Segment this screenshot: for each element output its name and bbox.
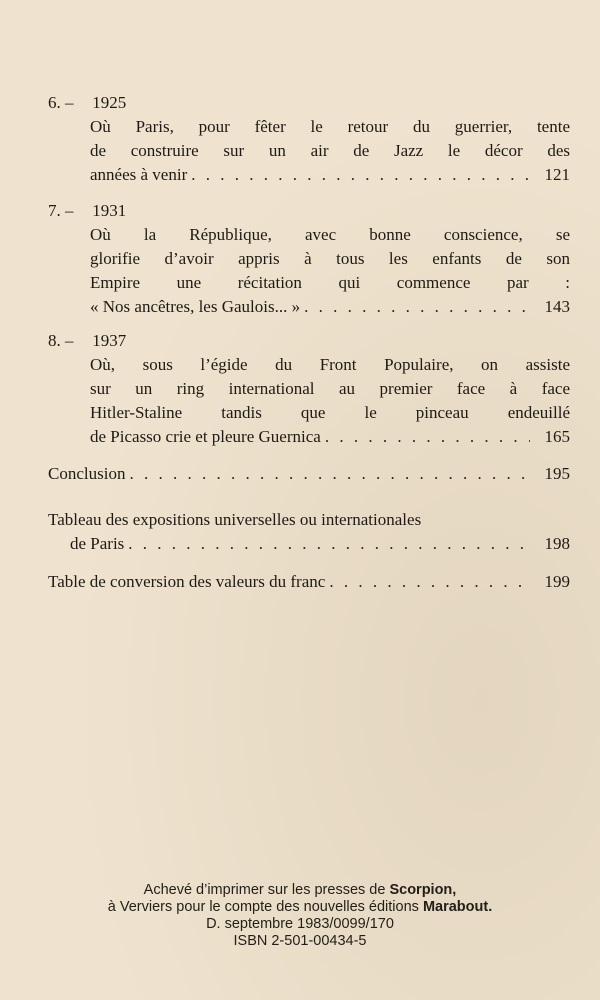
dot-leader [191, 163, 530, 187]
chapter-description-line: sur un ring international au premier face à face [90, 379, 570, 398]
toc-entry-chapter-6 [48, 90, 570, 187]
dot-leader [128, 532, 530, 556]
page-number: 143 [544, 297, 570, 316]
printer-name: Scorpion, [389, 882, 457, 898]
chapter-last-line [90, 425, 570, 449]
page-number: 199 [544, 572, 570, 591]
chapter-description-line: de Picasso crie et pleure Guernica [90, 427, 321, 446]
chapter-heading [48, 328, 570, 353]
chapter-year: 1931 [92, 201, 127, 220]
chapter-last-line [90, 163, 570, 187]
chapter-year: 1937 [92, 331, 127, 350]
dot-leader [329, 570, 530, 594]
chapter-description-line: années à venir [90, 165, 188, 184]
colophon-text: Achevé d’imprimer sur les presses de [143, 882, 390, 898]
dot-leader [325, 425, 530, 449]
page-number: 121 [544, 165, 570, 184]
toc-entry-conversion-table [48, 570, 570, 594]
chapter-year: 1925 [92, 93, 127, 112]
chapter-number: 7. – [48, 201, 74, 220]
entry-title: Conclusion [48, 464, 126, 483]
chapter-number: 6. – [48, 93, 74, 112]
colophon [0, 882, 600, 950]
chapter-heading [48, 90, 570, 115]
chapter-last-line [90, 295, 570, 319]
toc-entry-chapter-8 [48, 328, 570, 449]
dot-leader [304, 295, 530, 319]
page-number: 198 [544, 534, 570, 553]
chapter-number: 8. – [48, 331, 74, 350]
chapter-description-line: Où Paris, pour fêter le retour du guerrier, tente [90, 117, 570, 136]
colophon-line-1 [0, 882, 600, 899]
toc-entry-chapter-7 [48, 198, 570, 319]
publisher-name: Marabout. [422, 899, 493, 915]
entry-title: Tableau des expositions universelles ou internationales [48, 510, 422, 529]
colophon-line-2 [0, 899, 600, 916]
chapter-description-line: glorifie d’avoir appris à tous les enfants de son [90, 249, 570, 268]
colophon-text: à Verviers pour le compte des nouvelles éditions [107, 899, 423, 915]
isbn: ISBN 2-501-00434-5 [233, 933, 367, 949]
chapter-description-line: Où, sous l’égide du Front Populaire, on assiste [90, 355, 570, 374]
chapter-description-line: Hitler-Staline tandis que le pinceau endeuillé [90, 403, 570, 422]
page-number: 165 [544, 427, 570, 446]
toc-entry-conclusion [48, 462, 570, 486]
entry-title-continued: de Paris [70, 534, 125, 553]
legal-deposit: D. septembre 1983/0099/170 [206, 916, 394, 932]
chapter-description-line: Empire une récitation qui commence par : [90, 273, 570, 292]
chapter-description-line: de construire sur un air de Jazz le décor des [90, 141, 570, 160]
toc-entry-tableau [48, 508, 570, 556]
dot-leader [129, 462, 530, 486]
chapter-heading [48, 198, 570, 223]
chapter-description-line: « Nos ancêtres, les Gaulois... » [90, 297, 301, 316]
page-number: 195 [544, 464, 570, 483]
entry-title: Table de conversion des valeurs du franc [48, 572, 326, 591]
chapter-description-line: Où la République, avec bonne conscience, se [90, 225, 570, 244]
